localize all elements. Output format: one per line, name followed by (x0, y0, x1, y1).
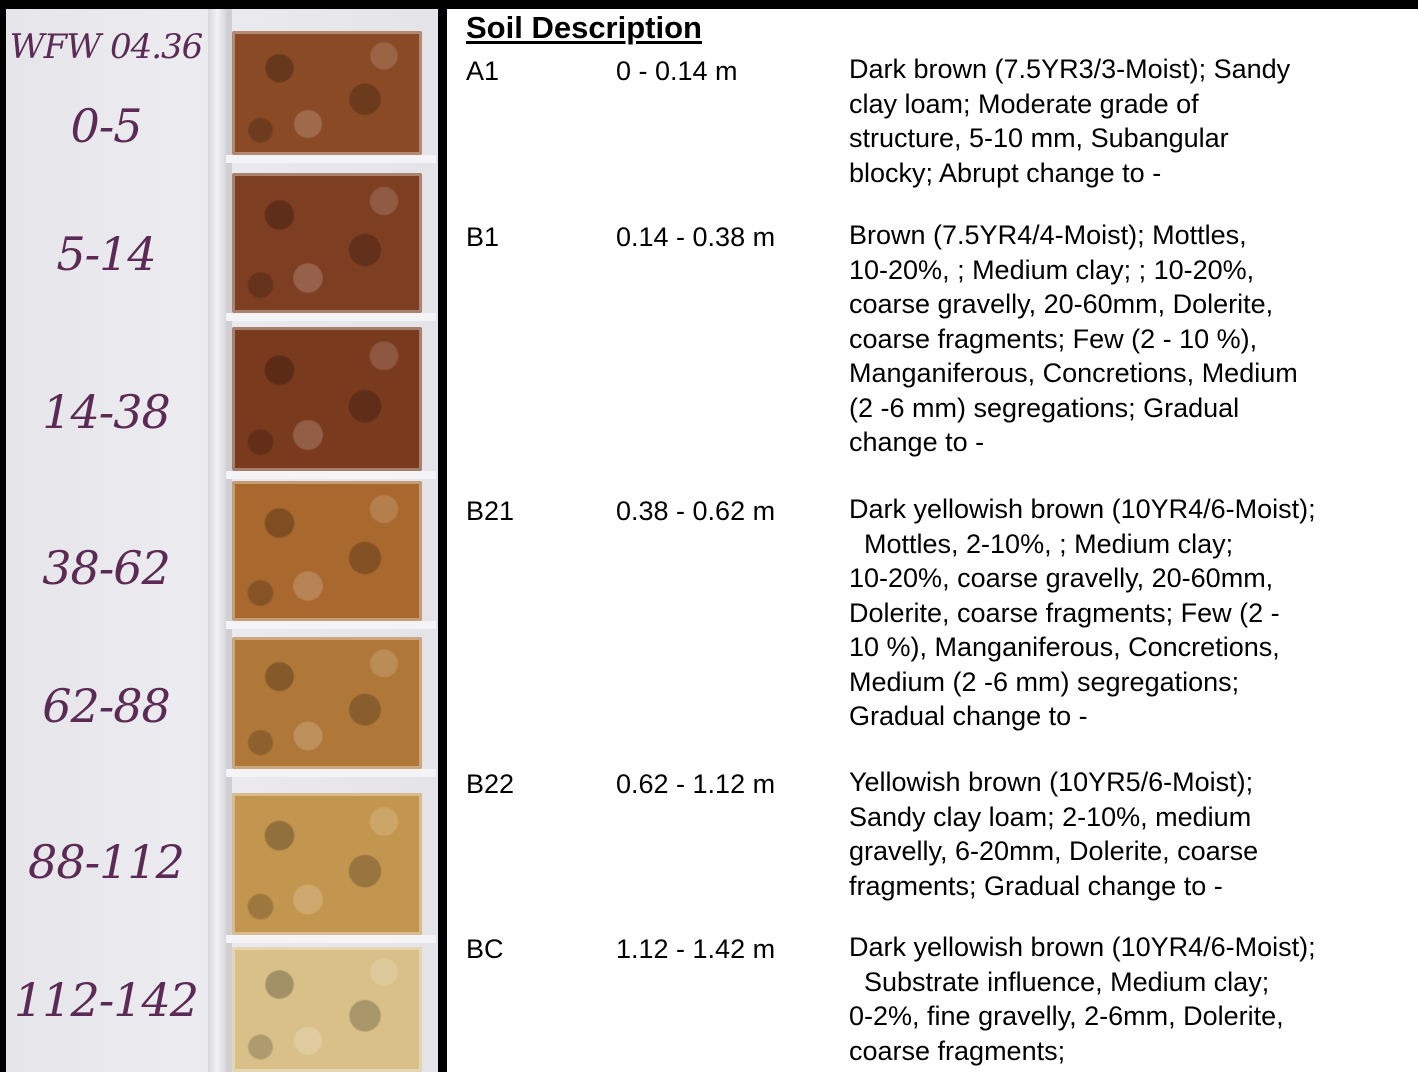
description-line: Dark yellowish brown (10YR4/6-Moist); (849, 932, 1316, 962)
depth-label-88-112: 88-112 (28, 835, 184, 889)
horizon-description (849, 52, 1418, 190)
description-line: Brown (7.5YR4/4-Moist); Mottles, (849, 220, 1247, 250)
description-line: 10-20%, ; Medium clay; ; 10-20%, (849, 254, 1255, 285)
horizon-code: B22 (466, 769, 515, 799)
depth-label-112-142: 112-142 (13, 973, 199, 1027)
description-line: 10 %), Manganiferous, Concretions, (849, 632, 1280, 662)
tray-divider (226, 471, 436, 479)
description-line: (2 -6 mm) segregations; Gradual (849, 392, 1240, 423)
soil-sample-112-142 (232, 947, 422, 1072)
description-line: Sandy clay loam; 2-10%, medium (849, 801, 1252, 832)
description-line: gravelly, 6-20mm, Dolerite, coarse (849, 836, 1259, 866)
depth-label-38-62: 38-62 (42, 541, 170, 595)
soil-core-photo (6, 9, 438, 1072)
description-line: clay loam; Moderate grade of (849, 88, 1199, 119)
horizon-depth: 0.14 - 0.38 m (616, 222, 776, 252)
description-line: Dolerite, coarse fragments; Few (2 - (849, 597, 1280, 628)
description-line: coarse gravelly, 20-60mm, Dolerite, (849, 289, 1274, 319)
top-border (0, 0, 1418, 9)
soil-sample-62-88 (232, 637, 422, 769)
horizon-description (849, 930, 1418, 1068)
description-line: Yellowish brown (10YR5/6-Moist); (849, 767, 1254, 797)
description-line: Manganiferous, Concretions, Medium (849, 358, 1298, 388)
horizon-depth: 0.62 - 1.12 m (616, 769, 776, 799)
description-line: Medium (2 -6 mm) segregations; (849, 666, 1240, 697)
horizon-depth: 0.38 - 0.62 m (616, 496, 776, 526)
page-title: Soil Description (466, 10, 702, 45)
description-line: Gradual change to - (849, 701, 1088, 731)
horizon-description (849, 218, 1418, 460)
horizon-depth: 1.12 - 1.42 m (616, 934, 776, 964)
tray-divider (226, 769, 436, 777)
horizon-depth: 0 - 0.14 m (616, 56, 738, 86)
description-line: Dark brown (7.5YR3/3-Moist); Sandy (849, 54, 1291, 84)
tray-ruler (208, 9, 226, 1072)
horizon-description (849, 492, 1418, 734)
depth-label-62-88: 62-88 (42, 679, 170, 733)
soil-sample-0-5 (232, 31, 422, 155)
description-line: Mottles, 2-10%, ; Medium clay; (849, 528, 1234, 559)
depth-label-5-14: 5-14 (56, 227, 156, 281)
soil-sample-88-112 (232, 793, 422, 935)
horizon-code: BC (466, 934, 504, 964)
horizon-code: A1 (466, 56, 500, 86)
horizon-description (849, 765, 1418, 903)
depth-label-0-5: 0-5 (70, 99, 142, 153)
tray-divider (226, 313, 436, 321)
soil-sample-5-14 (232, 173, 422, 313)
description-line: Substrate influence, Medium clay; (849, 966, 1270, 997)
description-line: blocky; Abrupt change to - (849, 157, 1162, 188)
description-line: fragments; Gradual change to - (849, 870, 1223, 901)
description-line: coarse fragments; (849, 1035, 1066, 1066)
site-label: WFW 04.36 (9, 27, 203, 67)
panel-divider (438, 0, 447, 1072)
description-line: 0-2%, fine gravelly, 2-6mm, Dolerite, (849, 1001, 1284, 1031)
soil-sample-14-38 (232, 327, 422, 471)
description-line: structure, 5-10 mm, Subangular (849, 123, 1229, 153)
tray-divider (226, 935, 436, 943)
tray-divider (226, 155, 436, 163)
description-line: coarse fragments; Few (2 - 10 %), (849, 323, 1258, 354)
description-line: 10-20%, coarse gravelly, 20-60mm, (849, 563, 1274, 593)
description-line: Dark yellowish brown (10YR4/6-Moist); (849, 494, 1316, 524)
depth-label-14-38: 14-38 (42, 385, 170, 439)
horizon-code: B1 (466, 222, 500, 252)
horizon-code: B21 (466, 496, 515, 526)
description-line: change to - (849, 427, 985, 457)
soil-sample-38-62 (232, 481, 422, 621)
tray-divider (226, 621, 436, 629)
